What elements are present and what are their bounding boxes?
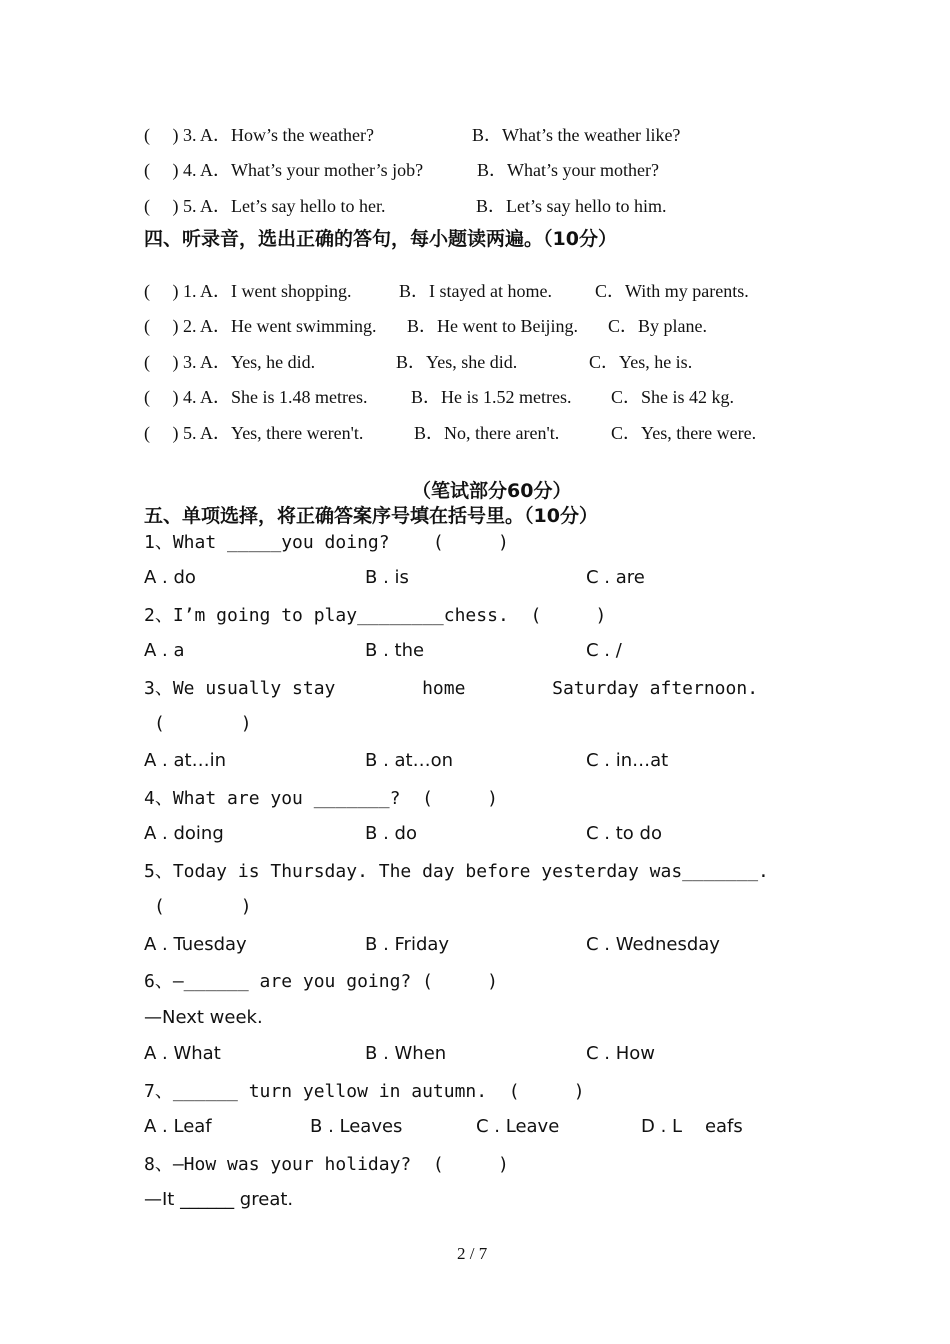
- q2-text: 2、I’m going to play________chess. ( ): [144, 605, 607, 626]
- q2-option-b: B . the: [365, 640, 425, 661]
- q7-option-b: B . Leaves: [310, 1116, 403, 1137]
- q3-option-a: A . at…in: [144, 750, 226, 771]
- s3-item-4-b: B．What’s your mother?: [477, 160, 659, 180]
- s4-item-1-b: B．I stayed at home.: [399, 281, 552, 301]
- q7-option-c: C . Leave: [476, 1116, 560, 1137]
- q4-text: 4、What are you _______? ( ): [144, 788, 498, 809]
- q3-paren: ( ): [154, 713, 252, 734]
- s4-item-5: ( ) 5. A．Yes, there weren't.: [144, 423, 364, 443]
- page-number: 2 / 7: [457, 1244, 488, 1263]
- q3-option-b: B . at…on: [365, 750, 454, 771]
- s4-item-3-c: C．Yes, he is.: [589, 352, 693, 372]
- q6-option-c: C . How: [586, 1043, 656, 1064]
- q5-text: 5、Today is Thursday. The day before yesterday was_______.: [144, 861, 769, 882]
- s4-item-2-c: C．By plane.: [608, 316, 707, 336]
- s3-item-3: ( ) 3. A．How’s the weather?: [144, 125, 374, 145]
- section4-title: 四、听录音，选出正确的答句，每小题读两遍。（10分）: [144, 228, 617, 250]
- s4-item-5-c: C．Yes, there were.: [611, 423, 757, 443]
- s3-item-4: ( ) 4. A．What’s your mother’s job?: [144, 160, 424, 180]
- q1-text: 1、What _____you doing? ( ): [144, 532, 509, 553]
- s4-item-1-c: C．With my parents.: [595, 281, 749, 301]
- q6-option-b: B . When: [365, 1043, 447, 1064]
- q4-option-c: C . to do: [586, 823, 662, 844]
- q1-option-a: A . do: [144, 567, 196, 588]
- q6-text: 6、—______ are you going? ( ): [144, 971, 498, 992]
- q7-option-a: A . Leaf: [144, 1116, 212, 1137]
- q3-text: 3、We usually stay home Saturday afternoon.: [144, 678, 759, 699]
- q7-text: 7、______ turn yellow in autumn. ( ): [144, 1081, 585, 1102]
- q6-option-a: A . What: [144, 1043, 221, 1064]
- q8-answer: —It ______ great.: [144, 1189, 294, 1210]
- q1-option-c: C . are: [586, 567, 645, 588]
- s4-item-4-c: C．She is 42 kg.: [611, 387, 735, 407]
- q4-option-b: B . do: [365, 823, 417, 844]
- s4-item-4: ( ) 4. A．She is 1.48 metres.: [144, 387, 368, 407]
- q5-option-c: C . Wednesday: [586, 934, 720, 955]
- s3-item-3-b: B．What’s the weather like?: [472, 125, 681, 145]
- q5-paren: ( ): [154, 896, 252, 917]
- q5-option-b: B . Friday: [365, 934, 450, 955]
- s4-item-5-b: B．No, there aren't.: [414, 423, 560, 443]
- s4-item-1: ( ) 1. A．I went shopping.: [144, 281, 352, 301]
- s4-item-4-b: B．He is 1.52 metres.: [411, 387, 572, 407]
- s3-item-5: ( ) 5. A．Let’s say hello to her.: [144, 196, 386, 216]
- s4-item-2-b: B．He went to Beijing.: [407, 316, 578, 336]
- section5-title: 五、单项选择，将正确答案序号填在括号里。（10分）: [144, 505, 598, 527]
- s4-item-3-b: B．Yes, she did.: [396, 352, 518, 372]
- s3-item-5-b: B．Let’s say hello to him.: [476, 196, 667, 216]
- q8-text: 8、—How was your holiday? ( ): [144, 1154, 509, 1175]
- s4-item-3: ( ) 3. A．Yes, he did.: [144, 352, 316, 372]
- s4-item-2: ( ) 2. A．He went swimming.: [144, 316, 377, 336]
- written-part-heading: （笔试部分60分）: [412, 480, 572, 502]
- q3-option-c: C . in…at: [586, 750, 669, 771]
- q7-option-d: D . L eafs: [641, 1116, 743, 1137]
- q2-option-a: A . a: [144, 640, 185, 661]
- q4-option-a: A . doing: [144, 823, 224, 844]
- q6-answer: —Next week.: [144, 1007, 263, 1028]
- q2-option-c: C . /: [586, 640, 622, 661]
- q1-option-b: B . is: [365, 567, 409, 588]
- q5-option-a: A . Tuesday: [144, 934, 247, 955]
